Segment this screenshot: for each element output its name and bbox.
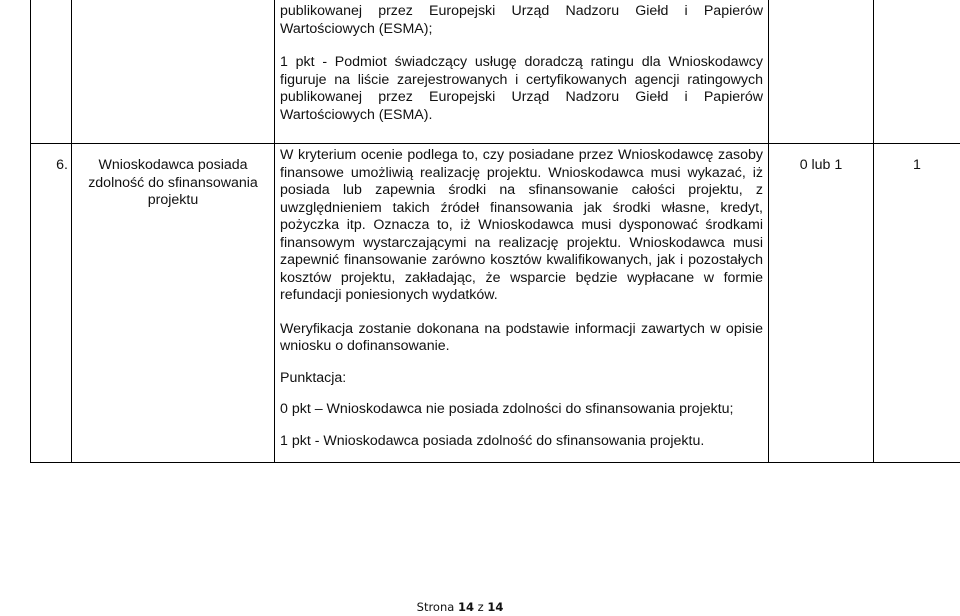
points-cell [769,0,874,144]
points-value: 0 lub 1 [769,144,874,463]
table-row [31,144,960,463]
number-cell [31,0,72,144]
criterion-name: Wnioskodawca posiada zdolność do sfinansowania projektu [72,144,275,463]
page-current: 14 [457,600,474,614]
weight-cell [874,0,960,144]
page-footer [0,600,920,614]
page-sep: z [477,600,484,614]
criterion-number: 6. [31,144,72,463]
description-paragraph: W kryterium ocenie podlega to, czy posiadane przez Wnioskodawcę zasoby finansowe umożliwią realizację projektu. Wnioskodawca musi wykazać, iż posiada lub zapewnia środki na sfinansowanie całości projektu, z uwzględnieniem takich źródeł finansowania jak środki własne, kredyt, pożyczka itp. Oznacza to, iż Wnioskodawca musi dysponować środkami finansowym wystarczającymi na realizację projektu. Wnioskodawca musi zapewnić finansowanie zarówno kosztów kwalifikowanych, jak i pozostałych kosztów projektu, zakładając, że wsparcie będzie wypłacane w formie refundacji poniesionych wydatków. [280,147,763,303]
description-cell [275,0,769,144]
scoring-option-1: 1 pkt - Wnioskodawca posiada zdolność do sfinansowania projektu. [280,432,705,449]
description-paragraph: publikowanej przez Europejski Urząd Nadzoru Giełd i Papierów Wartościowych (ESMA); [280,3,763,37]
scoring-option-0: 0 pkt – Wnioskodawca nie posiada zdolności do sfinansowania projektu; [280,401,734,417]
verification-paragraph: Weryfikacja zostanie dokonana na podstawie informacji zawartych w opisie wniosku o dofinansowanie. [280,320,763,354]
table-row [31,0,960,144]
page-total: 14 [487,600,504,614]
page-label: Strona [416,600,455,614]
criterion-name-cell [72,0,275,144]
description-paragraph: 1 pkt - Podmiot świadczący usługę doradczą ratingu dla Wnioskodawcy figuruje na liście zarejestrowanych i certyfikowanych agencji ratingowych publikowanej przez Europejski Urząd Nadzoru Giełd i Papierów Wartościowych (ESMA). [280,54,763,123]
scoring-label: Punktacja: [280,369,347,386]
weight-value: 1 [874,144,960,463]
description-cell [275,144,769,463]
criteria-table [30,0,960,463]
